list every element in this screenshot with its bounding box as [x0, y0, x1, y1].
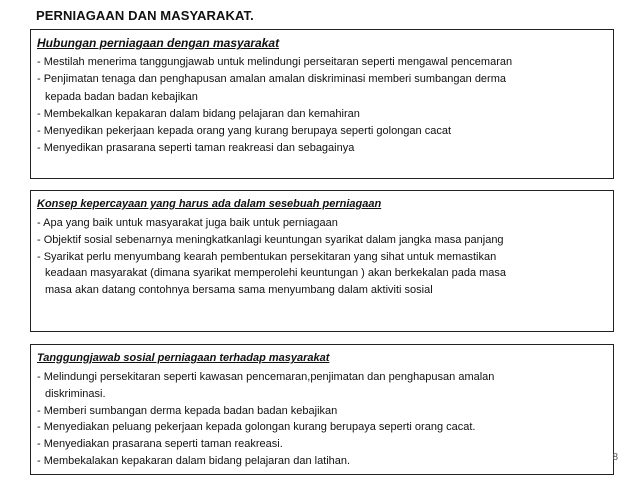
list-item: - Menyediakan peluang pekerjaan kepada golongan kurang berupaya seperti orang cacat. [37, 421, 476, 434]
list-item-continuation: diskriminasi. [45, 387, 106, 400]
list-item: - Mestilah menerima tanggungjawab untuk melindungi perseitaran seperti mengawal pencemaran [37, 56, 513, 68]
list-item: - Membekalakan kepakaran dalam bidang pelajaran dan latihan. [37, 454, 351, 467]
relationship-box [30, 29, 614, 179]
list-item-continuation: masa akan datang contohnya bersama sama menyumbang dalam aktiviti sosial [45, 284, 433, 297]
list-item-continuation: kepada badan badan kebajikan [45, 90, 198, 103]
box-heading: Tanggungjawab sosial perniagaan terhadap masyarakat [37, 352, 330, 364]
list-item: - Penjimatan tenaga dan penghapusan amalan amalan diskriminasi memberi sumbangan derma [37, 73, 506, 86]
list-item-continuation: keadaan masyarakat (dimana syarikat memperolehi keuntungan ) akan berkekalan pada masa [45, 267, 507, 280]
social-responsibility-box [30, 344, 614, 475]
list-item: - Menyedikan prasarana seperti taman reakreasi dan sebagainya [37, 142, 355, 155]
list-item: - Menyedikan pekerjaan kepada orang yang kurang berupaya seperti golongan cacat [37, 125, 452, 138]
list-item: - Objektif sosial sebenarnya meningkatkanlagi keuntungan syarikat dalam jangka masa panjang [37, 233, 504, 246]
belief-concept-box [30, 190, 614, 332]
list-item: - Apa yang baik untuk masyarakat juga baik untuk perniagaan [37, 217, 338, 229]
page-number: 8 [612, 452, 618, 463]
box-heading: Konsep kepercayaan yang harus ada dalam sesebuah perniagaan [37, 198, 382, 210]
list-item: - Syarikat perlu menyumbang kearah pembentukan persekitaran yang sihat untuk memastikan [37, 250, 497, 263]
list-item: - Menyediakan prasarana seperti taman reakreasi. [37, 438, 283, 451]
list-item: - Memberi sumbangan derma kepada badan badan kebajikan [37, 404, 338, 417]
box-heading: Hubungan perniagaan dengan masyarakat [37, 36, 280, 50]
list-item: - Melindungi persekitaran seperti kawasan pencemaran,penjimatan dan penghapusan amalan [37, 371, 495, 383]
list-item: - Membekalkan kepakaran dalam bidang pelajaran dan kemahiran [37, 107, 360, 120]
page-title: PERNIAGAAN DAN MASYARAKAT. [36, 8, 254, 23]
